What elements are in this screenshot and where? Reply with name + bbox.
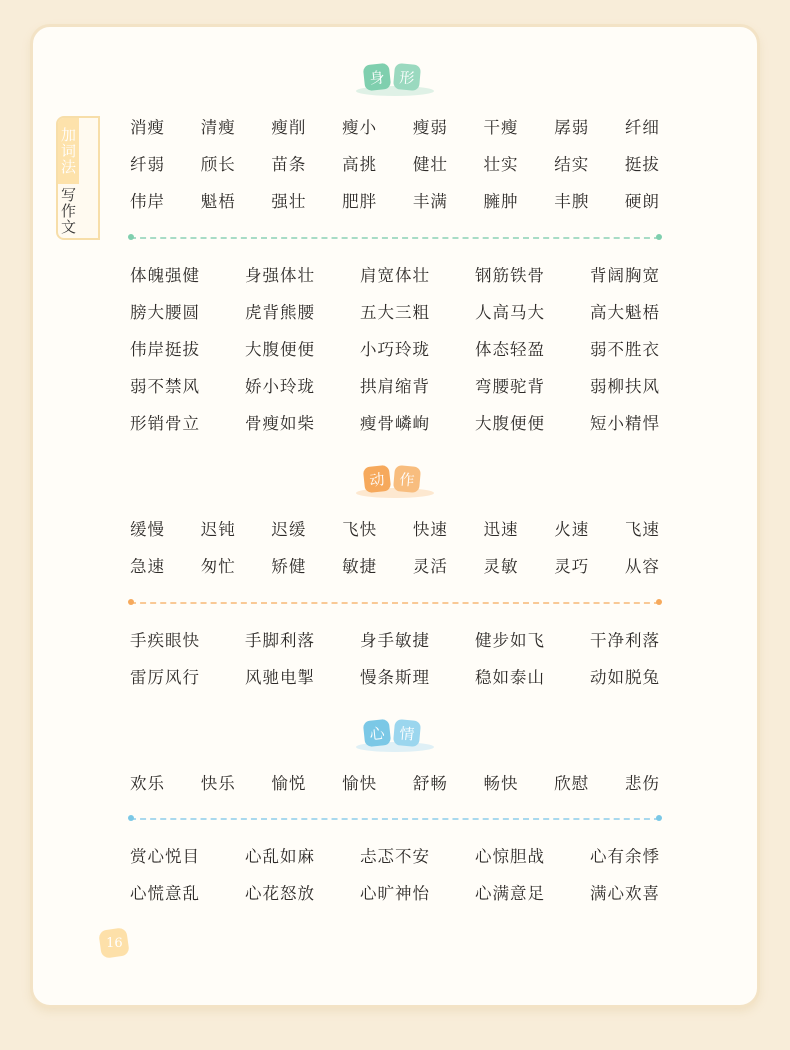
heading-tile: 情 [393, 719, 421, 747]
word: 壮实 [483, 155, 519, 174]
idiom: 形销骨立 [130, 414, 200, 433]
idiom-row [130, 335, 660, 361]
section-heading-body [364, 64, 420, 90]
idiom: 膀大腰圆 [130, 303, 200, 322]
idiom: 体魄强健 [130, 266, 200, 285]
word: 清瘦 [200, 118, 236, 137]
word-row [130, 150, 660, 176]
heading-tile: 动 [363, 465, 392, 494]
word: 高挑 [342, 155, 378, 174]
section-divider [130, 602, 660, 604]
word-row [130, 515, 660, 541]
idiom: 手疾眼快 [130, 631, 200, 650]
word: 欢乐 [130, 774, 165, 793]
side-tab-title: 加词法 [58, 118, 79, 184]
heading-tile: 作 [393, 465, 421, 493]
idiom: 满心欢喜 [590, 884, 660, 903]
idiom: 小巧玲珑 [360, 340, 430, 359]
word-row [130, 552, 660, 578]
word-row [130, 187, 660, 213]
heading-tile: 身 [363, 63, 392, 92]
divider-dot [656, 234, 662, 240]
word: 迟缓 [271, 520, 307, 539]
idiom: 拱肩缩背 [360, 377, 430, 396]
heading-tile: 形 [393, 63, 421, 91]
word: 矫健 [271, 557, 307, 576]
idiom: 心慌意乱 [130, 884, 200, 903]
word: 魁梧 [200, 192, 236, 211]
idiom: 手脚利落 [245, 631, 315, 650]
idiom: 弱柳扶风 [590, 377, 660, 396]
heading-tile: 心 [363, 719, 392, 748]
word: 愉悦 [271, 774, 307, 793]
word: 飞速 [624, 520, 660, 539]
side-tab[interactable] [56, 116, 100, 240]
word: 硬朗 [624, 192, 660, 211]
idiom: 心花怒放 [245, 884, 315, 903]
idiom: 风驰电掣 [245, 668, 315, 687]
page-number-badge [98, 927, 130, 959]
section-divider [130, 818, 660, 820]
idiom: 稳如泰山 [475, 668, 545, 687]
idiom: 干净利落 [590, 631, 660, 650]
idiom: 五大三粗 [360, 303, 430, 322]
idiom: 弱不禁风 [130, 377, 200, 396]
idiom: 瘦骨嶙峋 [360, 414, 430, 433]
idiom: 人高马大 [475, 303, 545, 322]
word: 瘦小 [342, 118, 378, 137]
word: 瘦削 [271, 118, 307, 137]
word: 愉快 [342, 774, 378, 793]
idiom: 背阔胸宽 [590, 266, 660, 285]
divider-dot [128, 599, 134, 605]
word: 畅快 [483, 774, 519, 793]
idiom: 弱不胜衣 [590, 340, 660, 359]
idiom: 肩宽体壮 [360, 266, 430, 285]
idiom-row [130, 842, 660, 868]
idiom: 伟岸挺拔 [130, 340, 200, 359]
word: 欣慰 [554, 774, 590, 793]
word: 强壮 [271, 192, 307, 211]
word: 干瘦 [483, 118, 519, 137]
idiom-row [130, 663, 660, 689]
idiom: 虎背熊腰 [245, 303, 315, 322]
word: 孱弱 [554, 118, 590, 137]
idiom: 娇小玲珑 [245, 377, 315, 396]
word: 丰腴 [554, 192, 590, 211]
idiom-row [130, 409, 660, 435]
section-divider [130, 237, 660, 239]
word: 纤细 [624, 118, 660, 137]
idiom-row [130, 626, 660, 652]
word: 消瘦 [130, 118, 165, 137]
word: 纤弱 [130, 155, 165, 174]
word: 灵敏 [483, 557, 519, 576]
idiom: 大腹便便 [245, 340, 315, 359]
word: 舒畅 [412, 774, 448, 793]
section-heading-action [364, 466, 420, 492]
word: 悲伤 [624, 774, 660, 793]
word: 飞快 [342, 520, 378, 539]
idiom: 大腹便便 [475, 414, 545, 433]
word: 迅速 [483, 520, 519, 539]
word: 丰满 [412, 192, 448, 211]
word: 瘦弱 [412, 118, 448, 137]
idiom: 身手敏捷 [360, 631, 430, 650]
idiom: 健步如飞 [475, 631, 545, 650]
word: 缓慢 [130, 520, 165, 539]
word: 灵巧 [554, 557, 590, 576]
idiom: 赏心悦目 [130, 847, 200, 866]
divider-dot [656, 599, 662, 605]
divider-dot [128, 234, 134, 240]
idiom: 高大魁梧 [590, 303, 660, 322]
idiom: 动如脱兔 [590, 668, 660, 687]
divider-dot [128, 815, 134, 821]
idiom-row [130, 261, 660, 287]
word: 健壮 [412, 155, 448, 174]
word-row [130, 113, 660, 139]
word: 臃肿 [483, 192, 519, 211]
word: 快速 [412, 520, 448, 539]
divider-dot [656, 815, 662, 821]
word-row [130, 769, 660, 795]
idiom-row [130, 298, 660, 324]
word: 从容 [624, 557, 660, 576]
idiom: 心旷神怡 [360, 884, 430, 903]
word: 结实 [554, 155, 590, 174]
word: 火速 [554, 520, 590, 539]
word: 肥胖 [342, 192, 378, 211]
idiom: 心乱如麻 [245, 847, 315, 866]
word: 苗条 [271, 155, 307, 174]
idiom: 短小精悍 [590, 414, 660, 433]
idiom: 心满意足 [475, 884, 545, 903]
idiom: 慢条斯理 [360, 668, 430, 687]
idiom: 心惊胆战 [475, 847, 545, 866]
word: 快乐 [200, 774, 236, 793]
word: 灵活 [412, 557, 448, 576]
word: 敏捷 [342, 557, 378, 576]
idiom: 骨瘦如柴 [245, 414, 315, 433]
idiom-row [130, 879, 660, 905]
idiom: 心有余悸 [590, 847, 660, 866]
idiom: 身强体壮 [245, 266, 315, 285]
word: 挺拔 [624, 155, 660, 174]
word: 急速 [130, 557, 165, 576]
idiom: 体态轻盈 [475, 340, 545, 359]
idiom: 弯腰驼背 [475, 377, 545, 396]
idiom-row [130, 372, 660, 398]
idiom: 雷厉风行 [130, 668, 200, 687]
word: 迟钝 [200, 520, 236, 539]
idiom: 钢筋铁骨 [475, 266, 545, 285]
word: 颀长 [200, 155, 236, 174]
word: 匆忙 [200, 557, 236, 576]
side-tab-subtitle: 写作文 [59, 187, 77, 235]
word: 伟岸 [130, 192, 165, 211]
section-heading-mood [364, 720, 420, 746]
idiom: 忐忑不安 [360, 847, 430, 866]
page-number: 16 [105, 935, 123, 951]
